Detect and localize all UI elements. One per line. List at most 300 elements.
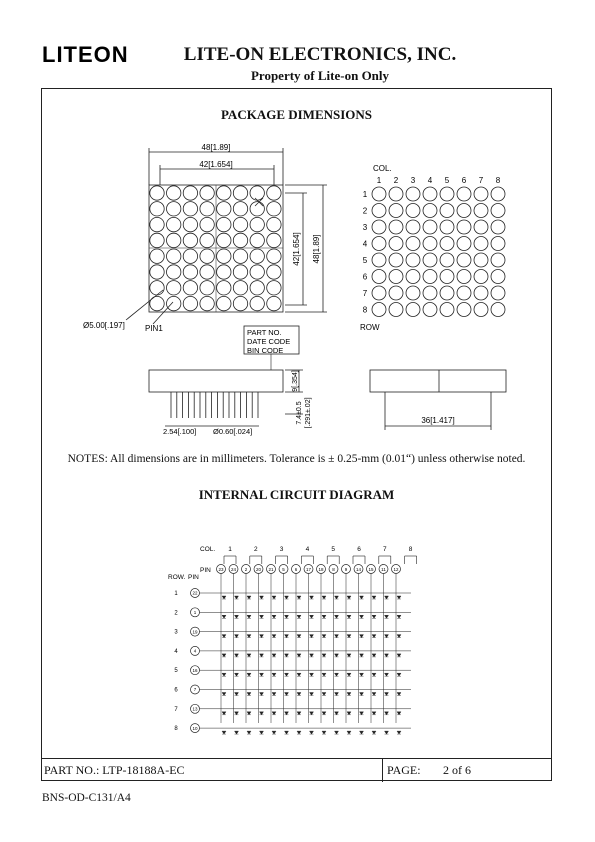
map-row-number: 4 (362, 239, 368, 249)
circuit-row-number: 2 (174, 610, 178, 617)
front-dot (183, 233, 197, 247)
map-col-number: 1 (376, 176, 382, 185)
circuit-col-number: 1 (228, 546, 232, 553)
col-pin-number: 18 (318, 567, 324, 572)
led-matrix (174, 546, 416, 734)
dim-width-inner: 42[1.654] (199, 160, 233, 169)
led-diode (297, 635, 301, 638)
col-pin-number: 5 (282, 567, 285, 572)
map-dot (406, 237, 420, 251)
led-diode (360, 635, 364, 638)
front-dot (233, 296, 247, 310)
led-diode (347, 673, 351, 676)
led-diode (372, 731, 376, 734)
map-dot (474, 220, 488, 234)
map-row-number: 7 (362, 289, 368, 298)
led-diode (310, 693, 314, 696)
led-diode (247, 615, 251, 618)
front-dot (183, 202, 197, 216)
page-cell (382, 759, 553, 782)
led-diode (272, 654, 276, 657)
led-diode (260, 615, 264, 618)
svg-text:LITEON: LITEON (42, 42, 129, 66)
circuit-row-number: 1 (174, 591, 178, 597)
front-dot (150, 233, 164, 247)
led-diode (247, 654, 251, 657)
led-diode (260, 731, 264, 734)
led-diode (285, 615, 289, 618)
led-diode (385, 596, 389, 599)
dot-diameter: Ø5.00[.197] (83, 321, 125, 330)
map-dot (389, 253, 403, 267)
led-diode (235, 693, 239, 696)
map-dot (389, 286, 403, 300)
map-dot (457, 220, 471, 234)
row-pin-number: 4 (193, 648, 197, 654)
led-diode (235, 712, 239, 715)
map-row-number: 8 (362, 305, 368, 315)
led-diode (335, 654, 339, 657)
map-dot (474, 270, 488, 284)
front-dot (250, 249, 264, 263)
led-diode (360, 693, 364, 696)
led-diode (222, 654, 226, 657)
led-diode (385, 635, 389, 638)
led-diode (322, 693, 326, 696)
led-diode (310, 673, 314, 676)
map-dot (406, 187, 420, 201)
map-dot (423, 237, 437, 251)
led-diode (285, 673, 289, 676)
circuit-diagram (41, 540, 552, 740)
led-diode (272, 615, 276, 618)
led-diode (385, 731, 389, 734)
led-diode (397, 635, 401, 638)
map-dot (457, 303, 471, 317)
map-col-number: 7 (478, 176, 484, 185)
map-dot (457, 187, 471, 201)
circuit-pin-label: PIN (200, 567, 211, 574)
led-diode (260, 693, 264, 696)
map-dot (423, 253, 437, 267)
side-dim-2: 7.4±0.5 (296, 401, 303, 425)
led-diode (347, 712, 351, 715)
led-diode (285, 635, 289, 638)
led-diode (222, 673, 226, 676)
front-dot (250, 296, 264, 310)
front-dot (183, 296, 197, 310)
led-diode (347, 731, 351, 734)
circuit-col-number: 4 (305, 546, 310, 553)
led-diode (297, 712, 301, 715)
row-pin-number: 16 (192, 667, 198, 673)
circuit-col-number: 7 (382, 546, 387, 553)
front-dot (233, 202, 247, 216)
front-dot (150, 202, 164, 216)
led-diode (285, 654, 289, 657)
dot-map-view (360, 164, 505, 332)
map-dot (440, 270, 454, 284)
front-dot (150, 265, 164, 279)
led-diode (335, 712, 339, 715)
led-diode (222, 712, 226, 715)
liteon-logo (42, 42, 138, 66)
map-dot (406, 253, 420, 267)
front-dot (233, 186, 247, 200)
map-dot (423, 286, 437, 300)
front-dot (183, 281, 197, 295)
front-dot (200, 296, 214, 310)
front-dot (200, 186, 214, 200)
circuit-row-number: 3 (174, 629, 178, 636)
col-pin-number: 17 (305, 567, 312, 572)
front-dot (267, 217, 281, 231)
map-dot (491, 220, 505, 234)
front-dot (200, 233, 214, 247)
led-diode (260, 635, 264, 638)
front-dot (200, 202, 214, 216)
led-diode (260, 712, 264, 715)
map-dot (406, 220, 420, 234)
map-dot (389, 220, 403, 234)
svg-text:PART NO.: PART NO. (247, 328, 282, 337)
front-dot (200, 217, 214, 231)
led-diode (285, 712, 289, 715)
led-diode (247, 635, 251, 638)
side-dim-1: 9[.354] (292, 370, 299, 392)
front-dot (167, 217, 181, 231)
led-diode (335, 731, 339, 734)
circuit-col-label: COL. (200, 546, 216, 553)
circuit-row-label: ROW. (168, 574, 186, 581)
circuit-col-number: 8 (408, 546, 413, 553)
front-dot (217, 233, 231, 247)
led-diode (310, 596, 314, 599)
svg-text:BIN CODE: BIN CODE (247, 346, 284, 355)
col-pin-number: 21 (268, 567, 274, 572)
led-diode (335, 673, 339, 676)
front-dot (233, 233, 247, 247)
map-dot (389, 204, 403, 218)
front-dot (267, 281, 281, 295)
led-diode (372, 635, 376, 638)
map-dot (440, 253, 454, 267)
map-row-number: 1 (362, 190, 368, 199)
circuit-row-number: 7 (174, 706, 178, 713)
map-dot (440, 286, 454, 300)
led-diode (360, 615, 364, 618)
map-dot (372, 237, 386, 251)
map-dot (474, 253, 488, 267)
front-dot (267, 265, 281, 279)
front-dot (167, 202, 181, 216)
circuit-diagram-title: INTERNAL CIRCUIT DIAGRAM (198, 487, 395, 502)
footer-row (41, 758, 552, 782)
led-diode (385, 654, 389, 657)
row-pin-number: 10 (192, 725, 198, 731)
col-label: COL. (373, 164, 392, 173)
map-dot (440, 204, 454, 218)
map-dot (372, 286, 386, 300)
map-col-number: 5 (444, 176, 450, 185)
led-diode (235, 654, 239, 657)
front-dot (233, 281, 247, 295)
form-number: BNS-OD-C131/A4 (42, 792, 131, 804)
map-dot (457, 204, 471, 218)
company-name: LITE-ON ELECTRONICS, INC. (183, 44, 457, 65)
led-diode (360, 596, 364, 599)
led-diode (322, 615, 326, 618)
led-diode (385, 615, 389, 618)
led-diode (297, 596, 301, 599)
side-dim-3: [.291±.02] (305, 397, 312, 429)
led-diode (310, 654, 314, 657)
front-dot (250, 281, 264, 295)
map-dot (406, 270, 420, 284)
map-dot (440, 303, 454, 317)
circuit-col-number: 5 (331, 546, 336, 553)
led-diode (297, 731, 301, 734)
front-dot (233, 265, 247, 279)
led-diode (222, 635, 226, 638)
map-row-number: 2 (362, 206, 368, 216)
front-dot (167, 265, 181, 279)
led-diode (310, 731, 314, 734)
map-dot (474, 303, 488, 317)
map-dot (491, 286, 505, 300)
map-dot (491, 253, 505, 267)
map-col-number: 3 (410, 176, 416, 185)
map-dot (406, 204, 420, 218)
led-diode (247, 596, 251, 599)
map-dot (423, 220, 437, 234)
dim-width-outer: 48[1.89] (201, 143, 231, 152)
led-diode (397, 596, 401, 599)
dim-height-inner: 42[1.654] (292, 232, 301, 266)
led-diode (235, 731, 239, 734)
led-diode (372, 693, 376, 696)
led-diode (297, 654, 301, 657)
front-dot (200, 249, 214, 263)
map-dot (372, 253, 386, 267)
front-dot (217, 296, 231, 310)
led-diode (322, 596, 326, 599)
led-diode (335, 615, 339, 618)
circuit-row-number: 5 (174, 668, 178, 675)
led-diode (397, 712, 401, 715)
led-diode (272, 596, 276, 599)
map-dot (491, 237, 505, 251)
led-diode (397, 673, 401, 676)
map-dot (423, 187, 437, 201)
map-dot (372, 303, 386, 317)
led-diode (385, 712, 389, 715)
map-dot (423, 303, 437, 317)
led-diode (397, 731, 401, 734)
map-dot (406, 286, 420, 300)
col-pin-number: 14 (355, 567, 362, 572)
package-drawing (41, 130, 552, 450)
map-row-number: 5 (362, 256, 368, 265)
map-dot (423, 270, 437, 284)
col-pin-number: 6 (294, 567, 298, 572)
front-dot (233, 249, 247, 263)
led-diode (322, 731, 326, 734)
map-col-number: 2 (393, 176, 399, 185)
led-diode (310, 712, 314, 715)
front-dot (150, 186, 164, 200)
front-dot (217, 281, 231, 295)
map-dot (389, 270, 403, 284)
front-dot (150, 217, 164, 231)
front-dot (217, 265, 231, 279)
col-pin-number: 15 (368, 567, 374, 572)
front-dot (200, 265, 214, 279)
led-diode (360, 731, 364, 734)
led-diode (347, 693, 351, 696)
pitch-dim: 2.54[.100] (163, 427, 197, 436)
led-diode (222, 615, 226, 618)
map-dot (406, 303, 420, 317)
map-dot (491, 204, 505, 218)
map-row-number: 6 (362, 272, 368, 282)
front-dot (183, 217, 197, 231)
led-diode (247, 712, 251, 715)
front-dot (200, 281, 214, 295)
led-diode (260, 673, 264, 676)
col-pin-number: 9 (344, 567, 348, 572)
led-diode (372, 596, 376, 599)
led-diode (385, 693, 389, 696)
map-dot (457, 237, 471, 251)
col-pin-number: 11 (381, 567, 386, 572)
map-dot (372, 204, 386, 218)
side-width-dim: 36[1.417] (421, 416, 455, 425)
circuit-row-number: 8 (174, 726, 178, 733)
circuit-row-number: 4 (174, 648, 178, 655)
front-dot (150, 249, 164, 263)
page-label: PAGE: (387, 763, 421, 777)
led-diode (272, 693, 276, 696)
led-diode (347, 654, 351, 657)
led-diode (285, 596, 289, 599)
map-col-number: 4 (427, 176, 433, 185)
col-pin-number: 24 (230, 567, 237, 572)
led-diode (272, 731, 276, 734)
col-pin-number: 8 (332, 567, 335, 572)
led-diode (297, 615, 301, 618)
led-diode (297, 673, 301, 676)
row-pin-number: 1 (193, 610, 197, 615)
map-dot (474, 286, 488, 300)
map-dot (423, 204, 437, 218)
led-diode (272, 673, 276, 676)
led-diode (360, 654, 364, 657)
front-dot (267, 202, 281, 216)
map-dot (389, 187, 403, 201)
map-col-number: 8 (495, 176, 501, 185)
front-dot (267, 186, 281, 200)
led-diode (322, 635, 326, 638)
led-diode (397, 654, 401, 657)
map-dot (457, 286, 471, 300)
front-dot (150, 281, 164, 295)
led-diode (322, 654, 326, 657)
led-diode (247, 673, 251, 676)
row-pin-number: 13 (192, 706, 198, 712)
led-diode (322, 673, 326, 676)
col-pin-number: 20 (255, 567, 262, 572)
led-diode (235, 673, 239, 676)
map-dot (440, 220, 454, 234)
map-dot (474, 204, 488, 218)
led-diode (272, 712, 276, 715)
map-dot (474, 237, 488, 251)
map-dot (372, 270, 386, 284)
led-diode (310, 635, 314, 638)
map-dot (372, 187, 386, 201)
circuit-col-number: 2 (253, 546, 258, 553)
led-diode (247, 693, 251, 696)
front-dot (183, 186, 197, 200)
led-diode (360, 673, 364, 676)
property-line: Property of Lite-on Only (250, 68, 390, 83)
front-dot (250, 186, 264, 200)
front-dot (167, 296, 181, 310)
led-diode (347, 635, 351, 638)
row-pin-number: 7 (193, 687, 197, 693)
map-dot (440, 237, 454, 251)
circuit-row-pin-label: PIN (188, 574, 199, 581)
led-diode (235, 615, 239, 618)
front-dot (233, 217, 247, 231)
map-row-number: 3 (362, 223, 368, 232)
notes: NOTES: All dimensions are in millimeters. Tolerance is ± 0.25-mm (0.01“) unless otherwise noted. (67, 453, 526, 465)
front-dot (250, 233, 264, 247)
map-dot (389, 303, 403, 317)
led-diode (222, 596, 226, 599)
front-dot (250, 217, 264, 231)
led-diode (285, 693, 289, 696)
front-dot (167, 249, 181, 263)
led-diode (385, 673, 389, 676)
map-dot (389, 237, 403, 251)
led-diode (285, 731, 289, 734)
led-diode (260, 654, 264, 657)
col-pin-number: 2 (244, 567, 248, 572)
led-diode (397, 615, 401, 618)
row-pin-number: 19 (192, 629, 198, 635)
led-diode (347, 596, 351, 599)
part-number: PART NO.: LTP-18188A-EC (44, 763, 185, 777)
led-diode (235, 596, 239, 599)
page-value: 2 of 6 (443, 763, 471, 777)
led-diode (335, 635, 339, 638)
led-diode (222, 731, 226, 734)
front-dot (217, 202, 231, 216)
package-dimensions-title: PACKAGE DIMENSIONS (220, 107, 373, 122)
front-dot (167, 281, 181, 295)
marking-box (244, 326, 299, 370)
led-diode (372, 654, 376, 657)
led-diode (335, 596, 339, 599)
pin1-label: PIN1 (145, 324, 163, 333)
led-diode (297, 693, 301, 696)
map-col-number: 6 (461, 176, 467, 185)
map-dot (457, 270, 471, 284)
row-pin-number: 22 (192, 590, 198, 596)
circuit-col-number: 6 (357, 546, 361, 553)
